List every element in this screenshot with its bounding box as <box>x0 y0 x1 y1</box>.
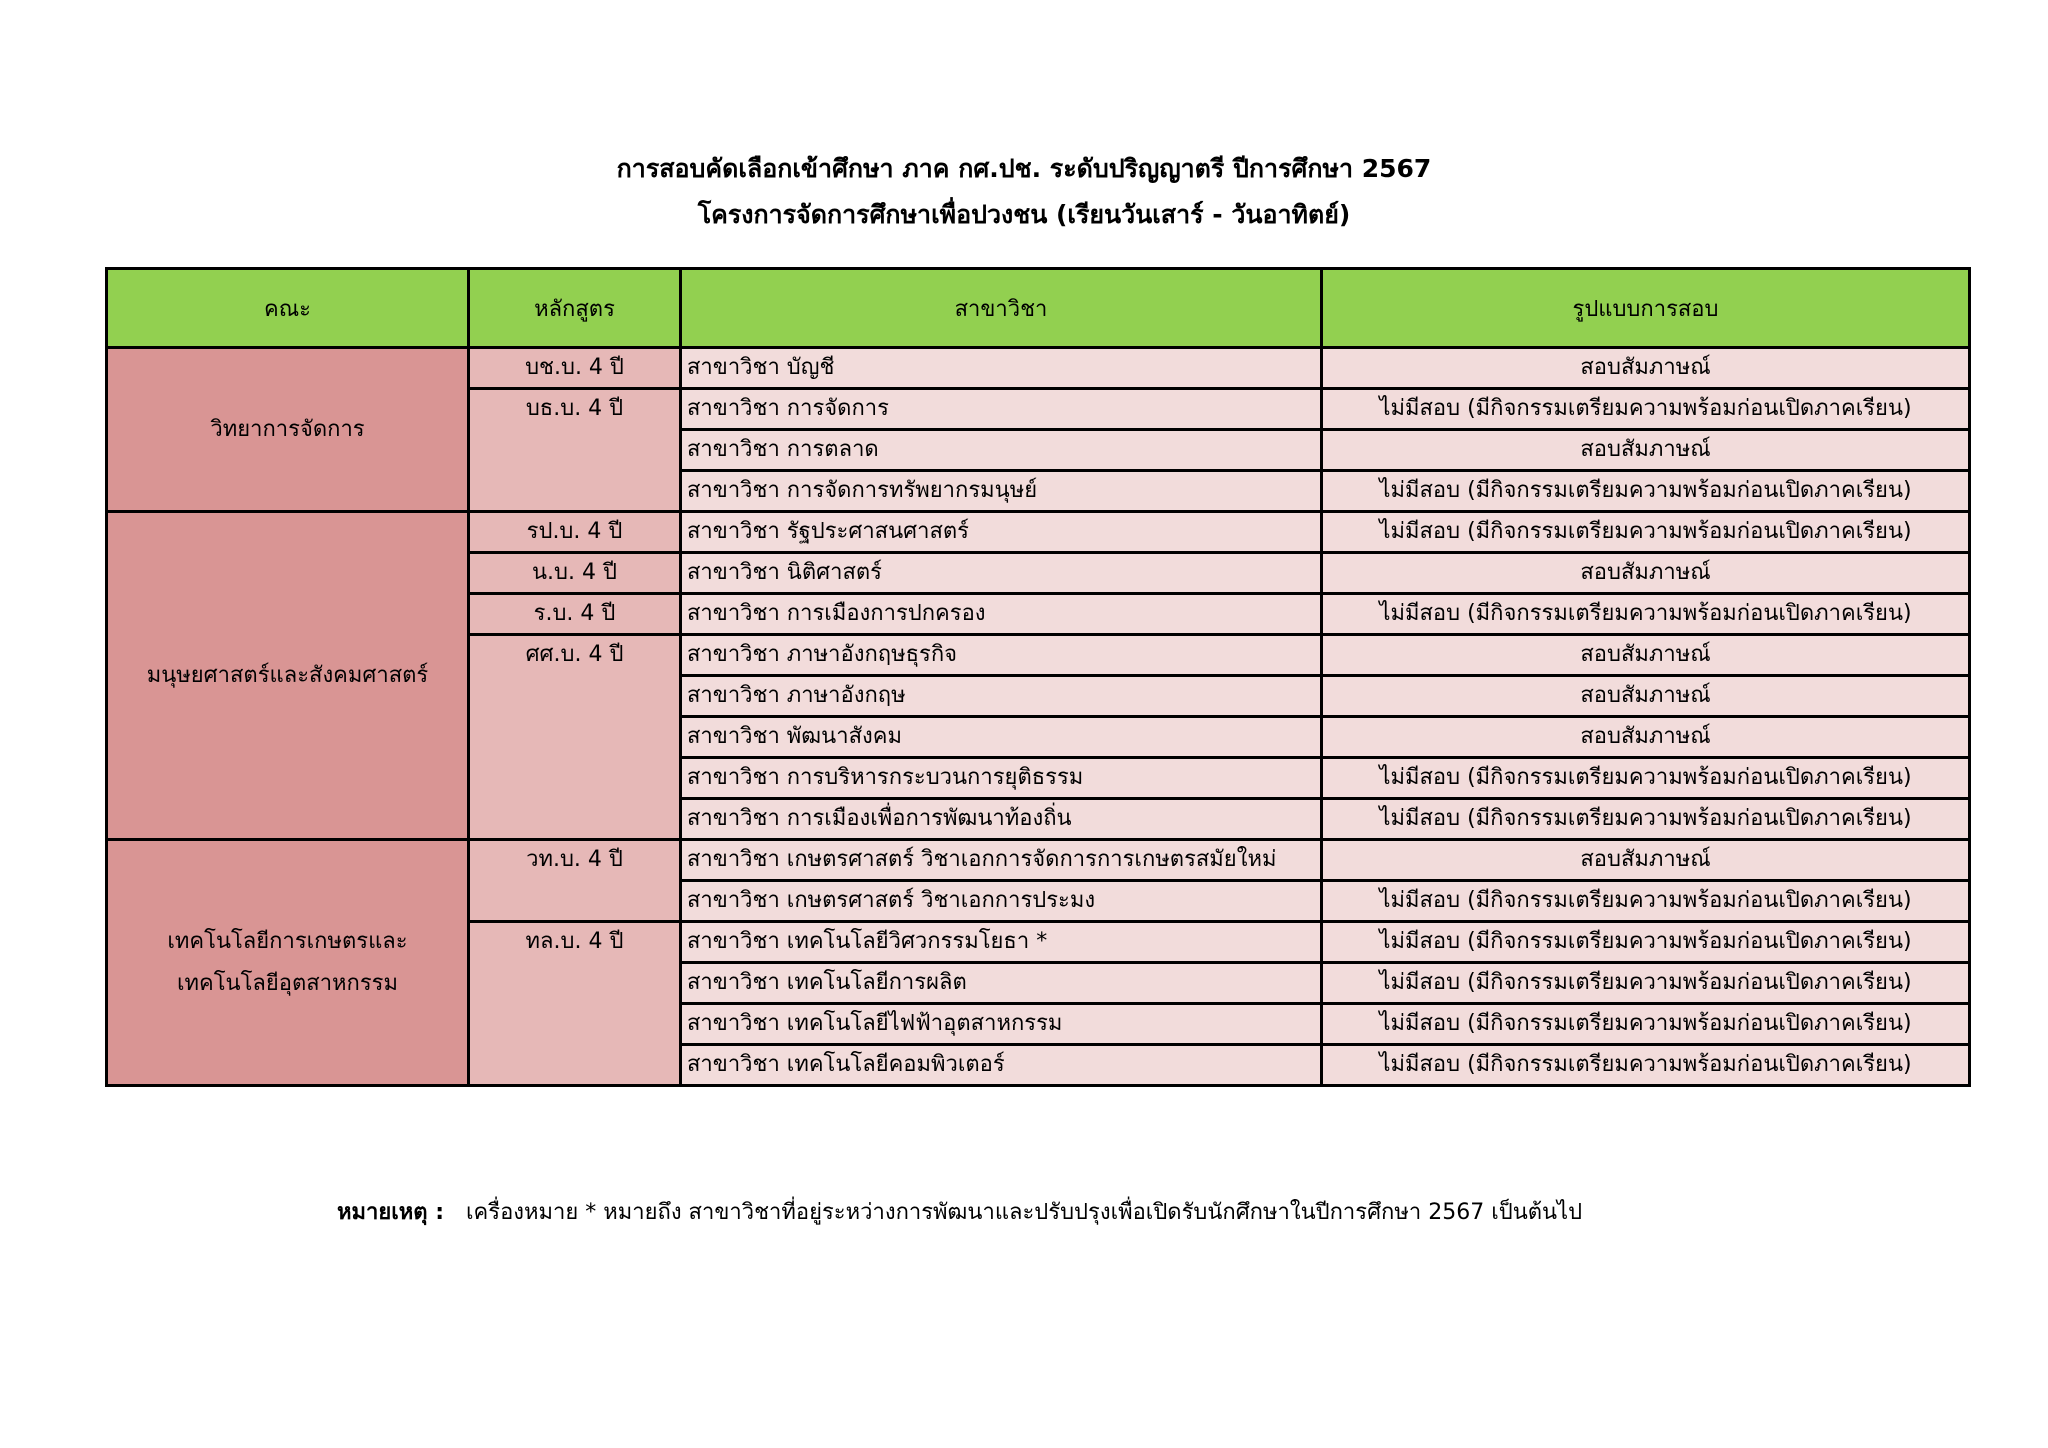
major-cell: สาขาวิชา การเมืองเพื่อการพัฒนาท้องถิ่น <box>681 799 1322 840</box>
curriculum-cell: น.บ. 4 ปี <box>469 553 681 594</box>
document-title <box>0 146 2048 238</box>
table-row <box>107 840 1970 881</box>
header-major: สาขาวิชา <box>681 269 1322 348</box>
curriculum-cell: ทล.บ. 4 ปี <box>469 922 681 1086</box>
table-row <box>107 512 1970 553</box>
exam-format-cell: ไม่มีสอบ (มีกิจกรรมเตรียมความพร้อมก่อนเปิดภาคเรียน) <box>1322 594 1970 635</box>
exam-format-cell: ไม่มีสอบ (มีกิจกรรมเตรียมความพร้อมก่อนเปิดภาคเรียน) <box>1322 922 1970 963</box>
exam-format-cell: ไม่มีสอบ (มีกิจกรรมเตรียมความพร้อมก่อนเปิดภาคเรียน) <box>1322 881 1970 922</box>
major-cell: สาขาวิชา เทคโนโลยีวิศวกรรมโยธา * <box>681 922 1322 963</box>
footnote-label: หมายเหตุ : <box>337 1200 445 1225</box>
exam-format-cell: ไม่มีสอบ (มีกิจกรรมเตรียมความพร้อมก่อนเปิดภาคเรียน) <box>1322 389 1970 430</box>
curriculum-cell: ศศ.บ. 4 ปี <box>469 635 681 840</box>
major-cell: สาขาวิชา การจัดการทรัพยากรมนุษย์ <box>681 471 1322 512</box>
exam-format-cell: สอบสัมภาษณ์ <box>1322 717 1970 758</box>
curriculum-cell: บธ.บ. 4 ปี <box>469 389 681 512</box>
faculty-cell <box>107 840 469 1086</box>
title-line-1: การสอบคัดเลือกเข้าศึกษา ภาค กศ.ปช. ระดับปริญญาตรี ปีการศึกษา 2567 <box>616 154 1432 183</box>
major-cell: สาขาวิชา การเมืองการปกครอง <box>681 594 1322 635</box>
major-cell: สาขาวิชา นิติศาสตร์ <box>681 553 1322 594</box>
major-cell: สาขาวิชา การตลาด <box>681 430 1322 471</box>
faculty-name-line: เทคโนโลยีการเกษตรและ <box>167 928 408 954</box>
title-line-2: โครงการจัดการศึกษาเพื่อปวงชน (เรียนวันเสาร์ - วันอาทิตย์) <box>697 200 1351 229</box>
footnote-text: เครื่องหมาย * หมายถึง สาขาวิชาที่อยู่ระหว่างการพัฒนาและปรับปรุงเพื่อเปิดรับนักศึกษาในปีการศึกษา 2567 เป็นต้นไป <box>466 1200 1583 1225</box>
exam-format-cell: ไม่มีสอบ (มีกิจกรรมเตรียมความพร้อมก่อนเปิดภาคเรียน) <box>1322 1004 1970 1045</box>
major-cell: สาขาวิชา การบริหารกระบวนการยุติธรรม <box>681 758 1322 799</box>
major-cell: สาขาวิชา เทคโนโลยีไฟฟ้าอุตสาหกรรม <box>681 1004 1322 1045</box>
exam-format-table <box>105 267 1971 1087</box>
curriculum-cell: บช.บ. 4 ปี <box>469 348 681 389</box>
faculty-name-line: เทคโนโลยีอุตสาหกรรม <box>176 970 399 996</box>
curriculum-cell: ร.บ. 4 ปี <box>469 594 681 635</box>
exam-format-cell: สอบสัมภาษณ์ <box>1322 840 1970 881</box>
curriculum-cell: วท.บ. 4 ปี <box>469 840 681 922</box>
header-exam-format: รูปแบบการสอบ <box>1322 269 1970 348</box>
exam-format-cell: ไม่มีสอบ (มีกิจกรรมเตรียมความพร้อมก่อนเปิดภาคเรียน) <box>1322 963 1970 1004</box>
major-cell: สาขาวิชา พัฒนาสังคม <box>681 717 1322 758</box>
major-cell: สาขาวิชา การจัดการ <box>681 389 1322 430</box>
table-body <box>107 348 1970 1086</box>
exam-format-cell: สอบสัมภาษณ์ <box>1322 635 1970 676</box>
exam-format-cell: ไม่มีสอบ (มีกิจกรรมเตรียมความพร้อมก่อนเปิดภาคเรียน) <box>1322 799 1970 840</box>
major-cell: สาขาวิชา บัญชี <box>681 348 1322 389</box>
footnote <box>337 1194 1582 1229</box>
faculty-cell <box>107 348 469 512</box>
table-row <box>107 348 1970 389</box>
table-header-row <box>107 269 1970 348</box>
curriculum-cell: รป.บ. 4 ปี <box>469 512 681 553</box>
exam-format-cell: สอบสัมภาษณ์ <box>1322 430 1970 471</box>
faculty-cell <box>107 512 469 840</box>
exam-format-cell: ไม่มีสอบ (มีกิจกรรมเตรียมความพร้อมก่อนเปิดภาคเรียน) <box>1322 1045 1970 1086</box>
major-cell: สาขาวิชา ภาษาอังกฤษ <box>681 676 1322 717</box>
faculty-name-line: มนุษยศาสตร์และสังคมศาสตร์ <box>146 662 429 688</box>
exam-format-cell: ไม่มีสอบ (มีกิจกรรมเตรียมความพร้อมก่อนเปิดภาคเรียน) <box>1322 758 1970 799</box>
exam-format-cell: สอบสัมภาษณ์ <box>1322 676 1970 717</box>
header-faculty: คณะ <box>107 269 469 348</box>
exam-format-cell: สอบสัมภาษณ์ <box>1322 348 1970 389</box>
faculty-name-line: วิทยาการจัดการ <box>210 416 365 442</box>
major-cell: สาขาวิชา ภาษาอังกฤษธุรกิจ <box>681 635 1322 676</box>
major-cell: สาขาวิชา เกษตรศาสตร์ วิชาเอกการประมง <box>681 881 1322 922</box>
major-cell: สาขาวิชา เทคโนโลยีคอมพิวเตอร์ <box>681 1045 1322 1086</box>
exam-format-cell: ไม่มีสอบ (มีกิจกรรมเตรียมความพร้อมก่อนเปิดภาคเรียน) <box>1322 471 1970 512</box>
header-curriculum: หลักสูตร <box>469 269 681 348</box>
major-cell: สาขาวิชา เกษตรศาสตร์ วิชาเอกการจัดการการเกษตรสมัยใหม่ <box>681 840 1322 881</box>
major-cell: สาขาวิชา รัฐประศาสนศาสตร์ <box>681 512 1322 553</box>
major-cell: สาขาวิชา เทคโนโลยีการผลิต <box>681 963 1322 1004</box>
exam-format-cell: สอบสัมภาษณ์ <box>1322 553 1970 594</box>
exam-format-cell: ไม่มีสอบ (มีกิจกรรมเตรียมความพร้อมก่อนเปิดภาคเรียน) <box>1322 512 1970 553</box>
